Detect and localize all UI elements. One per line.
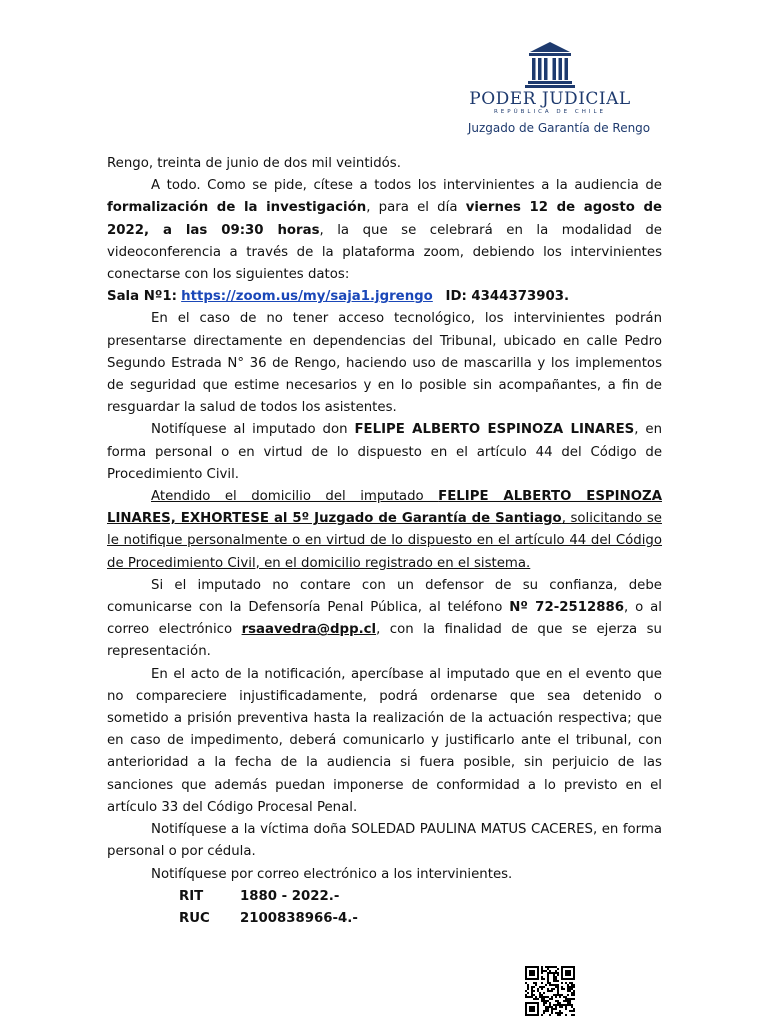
paragraph-notify-victim: Notifíquese a la víctima doña SOLEDAD PAULINA MATUS CACERES, en forma personal o por cédula. [107, 822, 662, 860]
zoom-room-line [107, 286, 662, 308]
rit-value: 1880 - 2022.- [240, 888, 340, 904]
ruc-value: 2100838966-4.- [240, 910, 358, 926]
rit-row [179, 886, 662, 908]
rit-label: RIT [179, 888, 204, 904]
case-references [179, 886, 662, 930]
paragraph-warning: En el acto de la notificación, apercíbase al imputado que en el evento que no compareciere injustificadamente, podrá ordenarse que sea detenido o sometido a prisión preventiva hasta la realización de la actuación respectiva; que en caso de impedimento, deberá comunicarlo y justificarlo ante el tribunal, con anterioridad a la fecha de la audiencia si fuera posible, sin perjuicio de las sanciones que además puedan imponerse de conformidad a lo previsto en el artículo 33 del Código Procesal Penal. [107, 666, 662, 815]
paragraph-notify-email: Notifíquese por correo electrónico a los intervinientes. [151, 866, 513, 882]
qr-code-icon [525, 966, 575, 1016]
court-name: Juzgado de Garantía de Rengo [467, 121, 651, 135]
ruc-label: RUC [179, 910, 210, 926]
institution-subtitle: REPÚBLICA DE CHILE [493, 109, 607, 115]
defender-email-link[interactable]: rsaavedra@dpp.cl [241, 622, 377, 638]
zoom-link[interactable]: https://zoom.us/my/saja1.jgrengo [181, 289, 433, 305]
courthouse-columns-icon [522, 40, 578, 90]
paragraph-notify-accused: Notifíquese al imputado don FELIPE ALBERTO ESPINOZA LINARES, en forma personal o en virtud de lo dispuesto en el artículo 44 del Código de Procedimiento Civil. [107, 422, 662, 482]
paragraph-citation: A todo. Como se pide, cítese a todos los intervinientes a la audiencia de formalización de la investigación, para el día viernes 12 de agosto de 2022, a las 09:30 horas, la que se celebrará en la modalidad de videoconferencia a través de la plataforma zoom, debiendo los intervinientes conectarse con los siguientes datos: [107, 178, 663, 283]
room-label: Sala Nº1: [107, 289, 177, 305]
date-line: Rengo, treinta de junio de dos mil veintidós. [107, 156, 401, 171]
defender-phone: Nº 72-2512886 [509, 600, 624, 616]
ruc-row [179, 908, 662, 930]
resolution-body [107, 153, 662, 930]
room-id: ID: 4344373903. [445, 289, 570, 305]
paragraph-exhorto: Atendido el domicilio del imputado FELIPE ALBERTO ESPINOZA LINARES, EXHORTESE al 5º Juzgado de Garantía de Santiago, solicitando se le notifique personalmente o en virtud de lo dispuesto en el artículo 44 del Código de Procedimiento Civil, en el domicilio registrado en el sistema. [107, 489, 662, 571]
court-header [430, 40, 670, 135]
paragraph-public-defender: Si el imputado no contare con un defensor de su confianza, debe comunicarse con la Defensoría Penal Pública, al teléfono Nº 72-2512886, o al correo electrónico rsaavedra@dpp.cl, con la finalidad de que se ejerza su representación. [107, 577, 663, 660]
paragraph-no-tech-access: En el caso de no tener acceso tecnológico, los intervinientes podrán presentarse directamente en dependencias del Tribunal, ubicado en calle Pedro Segundo Estrada N° 36 de Rengo, haciendo uso de mascarilla y los implementos de seguridad que estime necesarios y en lo posible sin acompañantes, a fin de resguardar la salud de todos los asistentes. [107, 311, 662, 416]
institution-name: PODER JUDICIAL [469, 89, 631, 109]
